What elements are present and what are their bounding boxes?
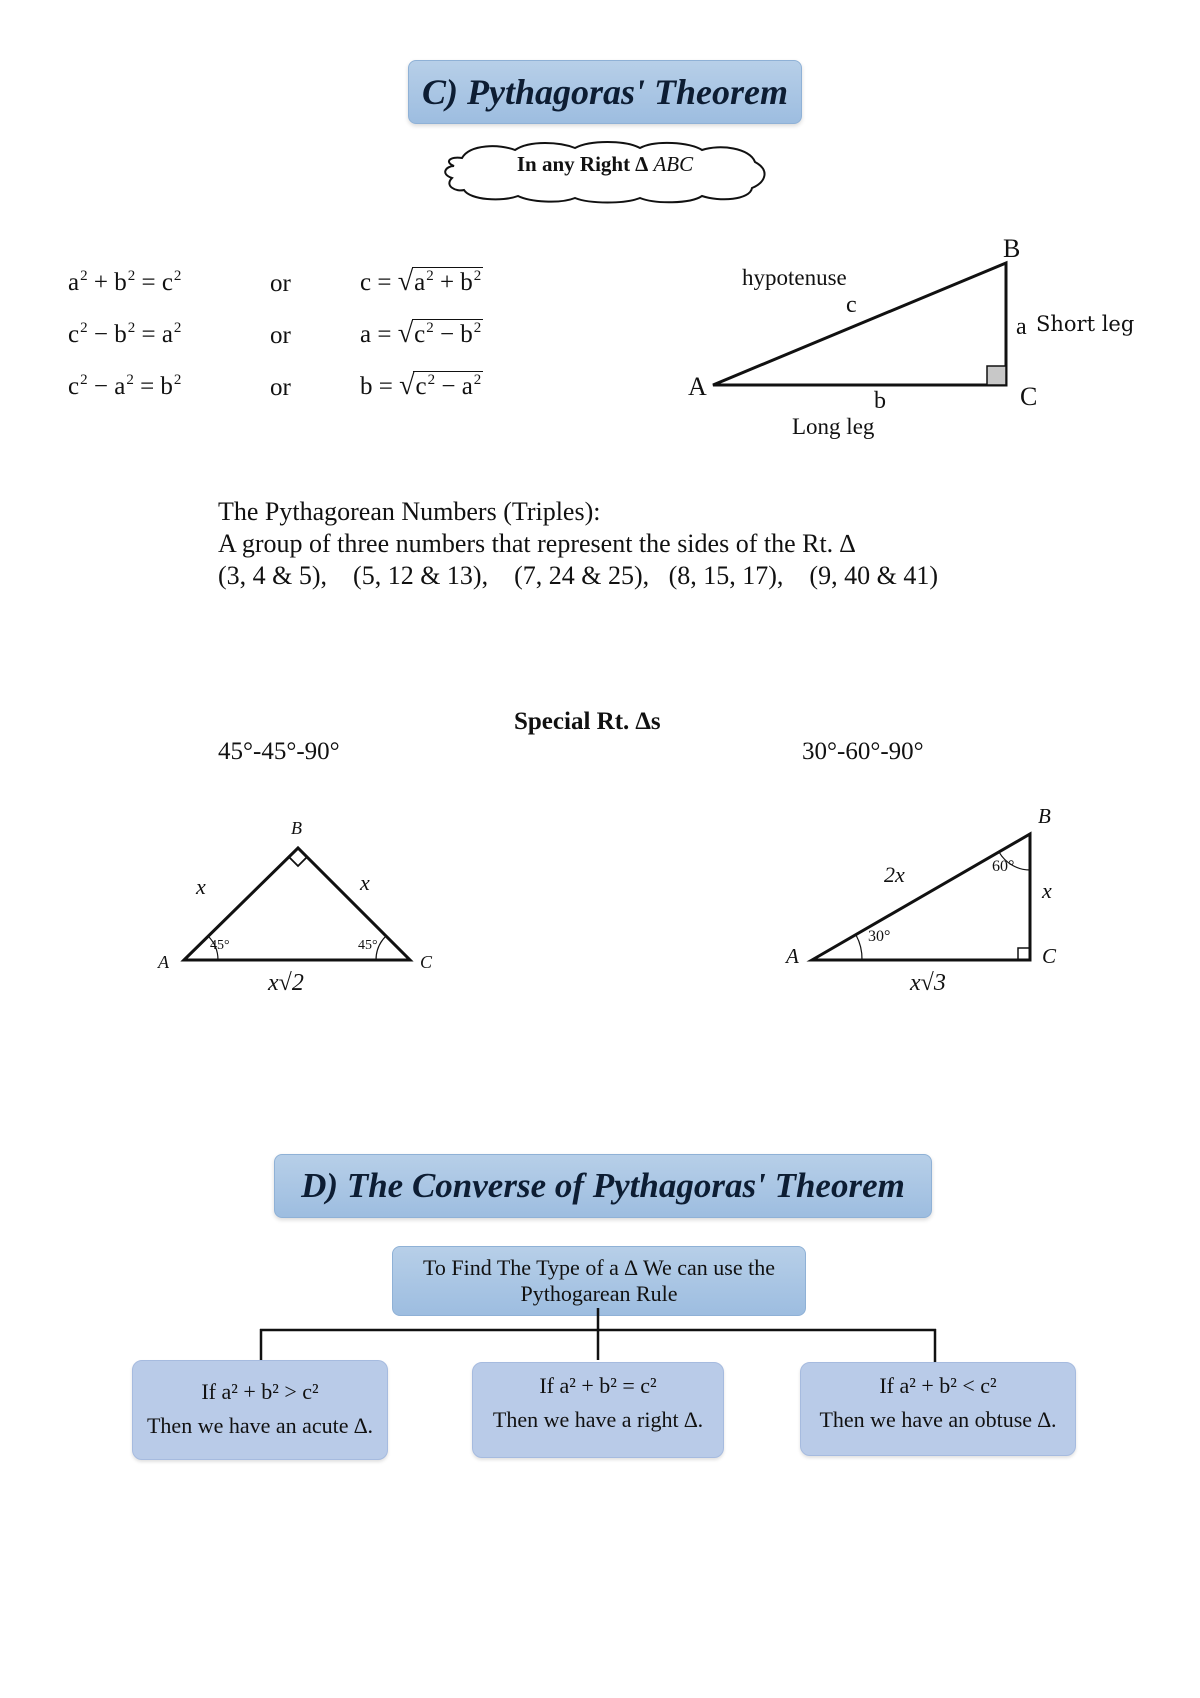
tri45-vertex-b: B: [291, 818, 302, 838]
right-angle-marker-30: [1018, 948, 1030, 960]
vertex-b-label: B: [1003, 234, 1021, 263]
long-leg-label: Long leg: [792, 414, 875, 439]
side-a-label: a: [1016, 314, 1027, 340]
section-c-title: C) Pythagoras' Theorem: [408, 60, 802, 124]
tri30-vertical: x: [1042, 878, 1052, 903]
formula-row3-right: $b = √c^2 - a^2$: [360, 370, 482, 401]
flow-node-obtuse: [800, 1362, 1076, 1456]
vertex-c-label: C: [1020, 382, 1038, 411]
vertex-a-label: A: [688, 372, 707, 401]
tri30-hyp: 2x: [884, 862, 905, 887]
tri30-angle-a: 30°: [868, 928, 891, 945]
label-45-45-90: 45°-45°-90°: [218, 738, 340, 765]
side-c-label: c: [846, 292, 857, 318]
triangle-30-60-90: [800, 820, 1040, 970]
formula-row3-left: $c^2 - a^2 = b^2$: [68, 372, 182, 400]
tri45-vertex-c: C: [420, 952, 433, 972]
tri30-base: x√3: [910, 970, 946, 996]
or-2: or: [270, 322, 291, 349]
flow-node-acute: [132, 1360, 388, 1460]
tri45-vertex-a: A: [158, 952, 169, 972]
triangle-45-45-90: [170, 830, 420, 970]
tri45-left-side: x: [196, 874, 206, 899]
tri45-right-side: x: [360, 870, 370, 895]
tri30-vertex-c: C: [1042, 944, 1057, 968]
formula-row2-right: $a = √c^2 - b^2$: [360, 318, 482, 349]
section-d-title: D) The Converse of Pythagoras' Theorem: [274, 1154, 932, 1218]
or-1: or: [270, 270, 291, 297]
tri30-angle-b: 60°: [992, 858, 1015, 875]
tri30-vertex-a: A: [786, 944, 799, 968]
flow-top-line2: Pythogarean Rule: [520, 1281, 678, 1306]
flow-top-line1: To Find The Type of a ∆ We can use the: [423, 1255, 775, 1280]
obtuse-result: Then we have an obtuse ∆.: [819, 1407, 1057, 1432]
special-heading: Special Rt. ∆s: [514, 708, 661, 735]
right-angle-marker: [987, 366, 1006, 385]
acute-result: Then we have an acute ∆.: [146, 1413, 373, 1438]
formula-row1-right: $c = √a^2 + b^2$: [360, 266, 482, 297]
tri45-angle-a: 45°: [210, 938, 230, 953]
label-30-60-90: 30°-60°-90°: [802, 738, 924, 765]
formula-row1-left: $a^2 + b^2 = c^2$: [68, 268, 182, 296]
triples-heading: The Pythagorean Numbers (Triples):: [218, 497, 601, 526]
formula-row2-left: $c^2 - b^2 = a^2$: [68, 320, 182, 348]
triples-list: (3, 4 & 5), (5, 12 & 13), (7, 24 & 25), (8, 15, 17), (9, 40 & 41): [218, 561, 938, 590]
triples-block: [218, 496, 938, 592]
tri30-vertex-b: B: [1038, 804, 1051, 828]
flow-node-right: [472, 1362, 724, 1458]
right-condition: If a² + b² = c²: [539, 1373, 657, 1398]
right-result: Then we have a right ∆.: [492, 1407, 704, 1432]
triples-description: A group of three numbers that represent the sides of the Rt. ∆: [218, 529, 856, 558]
right-angle-marker-45: [289, 848, 307, 866]
obtuse-condition: If a² + b² < c²: [879, 1373, 997, 1398]
tri45-angle-c: 45°: [358, 938, 378, 953]
side-b-label: b: [874, 388, 886, 414]
acute-condition: If a² + b² > c²: [201, 1379, 319, 1404]
hypotenuse-label: hypotenuse: [742, 265, 847, 290]
short-leg-label: Short leg: [1036, 312, 1135, 336]
or-3: or: [270, 374, 291, 401]
cloud-text: In any Right ∆ ABC: [516, 152, 694, 176]
tri45-base: x√2: [268, 970, 304, 996]
